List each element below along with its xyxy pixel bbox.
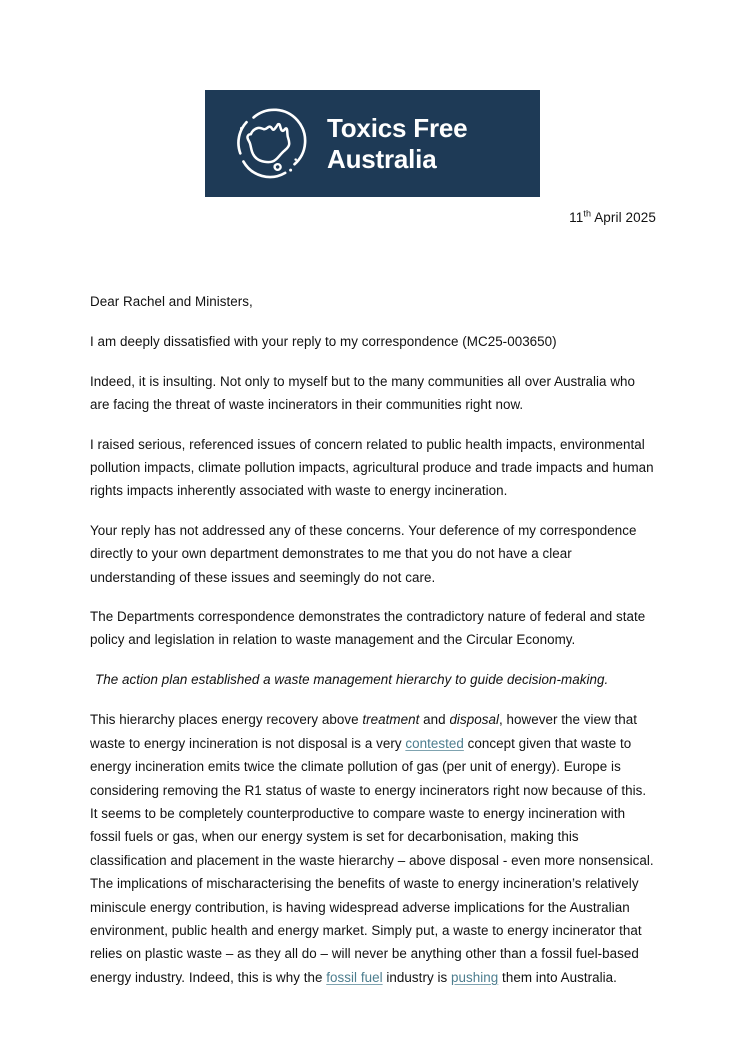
link-fossil-fuel[interactable]: fossil fuel bbox=[326, 969, 383, 985]
quoted-policy-line: The action plan established a waste management hierarchy to guide decision-making. bbox=[95, 671, 609, 687]
date-ordinal-suffix: th bbox=[583, 208, 592, 219]
paragraph-1: I am deeply dissatisfied with your reply to my correspondence (MC25-003650) bbox=[90, 334, 557, 350]
p6-text-2: and bbox=[419, 712, 450, 728]
letter-body bbox=[90, 290, 656, 989]
p6-text-1: This hierarchy places energy recovery above bbox=[90, 712, 363, 728]
salutation: Dear Rachel and Ministers, bbox=[90, 294, 253, 309]
letterhead-banner bbox=[205, 90, 540, 197]
p6-text-3: , however the view that waste to energy incineration is not disposal is a very bbox=[90, 712, 638, 751]
link-contested[interactable]: contested bbox=[405, 735, 464, 751]
letter-date bbox=[569, 210, 656, 225]
paragraph-3: I raised serious, referenced issues of concern related to public health impacts, environmental pollution impacts, climate pollution impacts, agricultural produce and trade impacts and human rights impacts inherently associated with waste to energy incineration. bbox=[90, 436, 654, 499]
p6-text-5: industry is bbox=[382, 969, 452, 985]
paragraph-4: Your reply has not addressed any of these concerns. Your deference of my correspondence directly to your own department demonstrates to me that you do not have a clear understanding of these issues and seemingly do not care. bbox=[90, 522, 637, 585]
brand-line-2: Australia bbox=[327, 143, 437, 174]
emphasis-treatment: treatment bbox=[362, 712, 420, 728]
link-pushing[interactable]: pushing bbox=[451, 969, 499, 985]
date-month-year: April 2025 bbox=[591, 210, 656, 225]
p6-text-6: them into Australia. bbox=[498, 969, 617, 985]
emphasis-disposal: disposal bbox=[449, 712, 499, 728]
paragraph-6 bbox=[90, 708, 656, 989]
brand-wordmark bbox=[327, 113, 467, 174]
australia-map-in-circle-icon bbox=[229, 105, 307, 183]
date-day: 11 bbox=[569, 210, 584, 225]
paragraph-5: The Departments correspondence demonstrates the contradictory nature of federal and state policy and legislation in relation to waste management and the Circular Economy. bbox=[90, 609, 646, 648]
p6-text-4: concept given that waste to energy incineration emits twice the climate pollution of gas (per unit of energy). Europe is considering removing the R1 status of waste to energy incinerators right now because of this. It seems to be completely counterproductive to compare waste to energy incineration with fossil fuels or gas, when our energy system is set for decarbonisation, making this classification and placement in the waste hierarchy – above disposal - even more nonsensical. The implications of mischaracterising the benefits of waste to energy incineration’s relatively miniscule energy contribution, is having widespread adverse implications for the Australian environment, public health and energy market. Simply put, a waste to energy incinerator that relies on plastic waste – as they all do – will never be anything other than a fossil fuel-based energy industry. Indeed, this is why the bbox=[90, 735, 654, 985]
paragraph-2: Indeed, it is insulting. Not only to myself but to the many communities all over Australia who are facing the threat of waste incinerators in their communities right now. bbox=[90, 373, 636, 413]
brand-line-1: Toxics Free bbox=[327, 112, 468, 143]
